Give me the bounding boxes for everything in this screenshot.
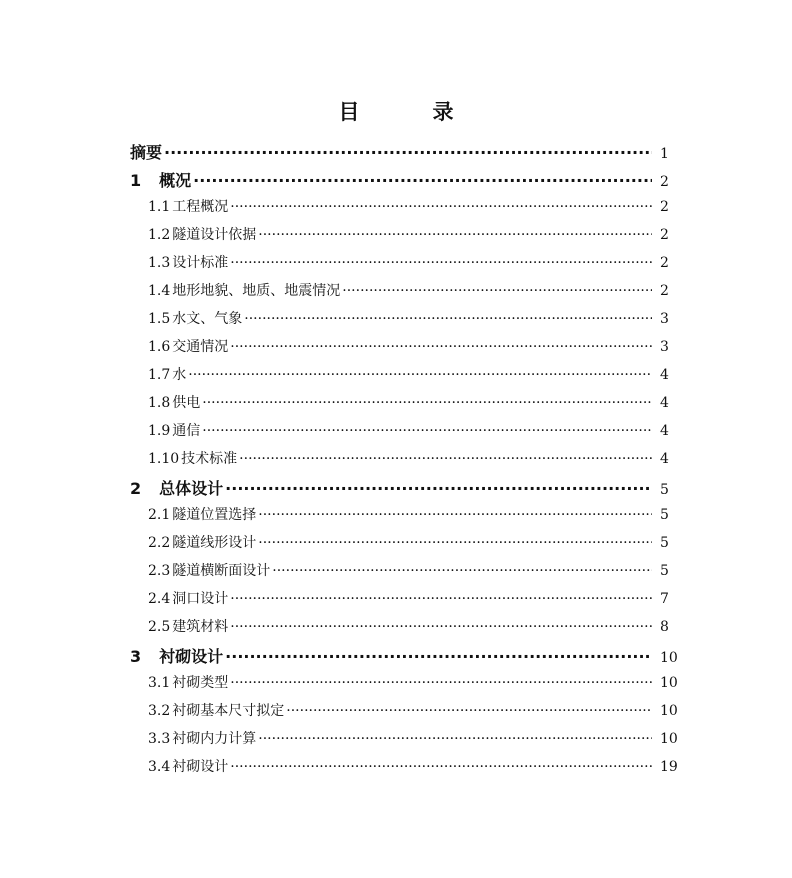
dot-leader bbox=[258, 507, 652, 523]
dot-leader bbox=[286, 703, 652, 719]
toc-entry-label: 供电 bbox=[172, 395, 201, 411]
dot-leader bbox=[202, 423, 652, 439]
toc-entry-title bbox=[148, 336, 228, 356]
toc-page-number: 2 bbox=[660, 255, 669, 271]
toc-entry-title bbox=[148, 616, 228, 636]
toc-section-entry[interactable] bbox=[130, 560, 682, 588]
toc-entry-label: 摘要 bbox=[130, 143, 163, 162]
toc-entry-number: 3.3 bbox=[148, 731, 171, 747]
toc-entry-title bbox=[148, 756, 228, 776]
toc-page-number: 10 bbox=[660, 675, 678, 691]
toc-page-number: 4 bbox=[660, 367, 669, 383]
toc-entry-title bbox=[148, 672, 228, 692]
dot-leader bbox=[258, 731, 652, 747]
toc-entry-label: 工程概况 bbox=[172, 199, 229, 215]
dot-leader bbox=[188, 367, 652, 383]
toc-entry-number: 1.4 bbox=[148, 283, 171, 299]
toc-entry-label: 建筑材料 bbox=[172, 619, 229, 635]
toc-entry-number: 1.2 bbox=[148, 227, 171, 243]
toc-page-number: 4 bbox=[660, 451, 669, 467]
page-title: 目 录 bbox=[338, 99, 480, 125]
toc-section-entry[interactable] bbox=[130, 364, 682, 392]
toc-page-number: 3 bbox=[660, 339, 669, 355]
toc-entry-number: 2.1 bbox=[148, 507, 171, 523]
toc-entry-label: 概况 bbox=[159, 171, 192, 190]
dot-leader bbox=[230, 591, 652, 607]
dot-leader bbox=[202, 395, 652, 411]
toc-chapter-entry[interactable] bbox=[130, 140, 682, 168]
toc-entry-title bbox=[148, 728, 256, 748]
toc-section-entry[interactable] bbox=[130, 448, 682, 476]
toc-section-entry[interactable] bbox=[130, 532, 682, 560]
dot-leader bbox=[239, 451, 652, 467]
dot-leader bbox=[193, 171, 652, 190]
toc-section-entry[interactable] bbox=[130, 700, 682, 728]
toc-section-entry[interactable] bbox=[130, 280, 682, 308]
dot-leader bbox=[230, 255, 652, 271]
toc-section-entry[interactable] bbox=[130, 728, 682, 756]
toc-entry-number: 1.6 bbox=[148, 339, 171, 355]
toc-entry-label: 水 bbox=[172, 367, 187, 383]
toc-section-entry[interactable] bbox=[130, 420, 682, 448]
toc-entry-title bbox=[148, 560, 270, 580]
toc-section-entry[interactable] bbox=[130, 756, 682, 784]
toc-page-number: 10 bbox=[660, 731, 678, 747]
toc-entry-number: 2.4 bbox=[148, 591, 171, 607]
toc-section-entry[interactable] bbox=[130, 252, 682, 280]
toc-section-entry[interactable] bbox=[130, 616, 682, 644]
toc-entry-number: 1.8 bbox=[148, 395, 171, 411]
toc-entry-title bbox=[148, 504, 256, 524]
toc-entry-number: 1.1 bbox=[148, 199, 171, 215]
dot-leader bbox=[225, 479, 652, 498]
toc-entry-number: 2.5 bbox=[148, 619, 171, 635]
dot-leader bbox=[244, 311, 652, 327]
toc-entry-number: 1.3 bbox=[148, 255, 171, 271]
toc-entry-number: 1.9 bbox=[148, 423, 171, 439]
dot-leader bbox=[164, 143, 652, 162]
toc-entry-label: 隧道线形设计 bbox=[172, 535, 257, 551]
toc-page-number: 7 bbox=[660, 591, 669, 607]
toc-entry-label: 技术标准 bbox=[181, 451, 238, 467]
dot-leader bbox=[225, 647, 652, 666]
toc-page-number: 10 bbox=[660, 703, 678, 719]
toc-entry-number: 3.1 bbox=[148, 675, 171, 691]
toc-page-number: 5 bbox=[660, 482, 669, 498]
toc-entry-title bbox=[148, 280, 340, 300]
toc-page-number: 2 bbox=[660, 174, 669, 190]
dot-leader bbox=[258, 535, 652, 551]
toc-page-number: 2 bbox=[660, 199, 669, 215]
toc-section-entry[interactable] bbox=[130, 224, 682, 252]
toc-entry-title bbox=[130, 644, 223, 667]
toc-entry-number: 1 bbox=[130, 171, 142, 190]
toc-section-entry[interactable] bbox=[130, 196, 682, 224]
toc-entry-label: 总体设计 bbox=[159, 479, 224, 498]
toc-section-entry[interactable] bbox=[130, 672, 682, 700]
toc-page-number: 5 bbox=[660, 535, 669, 551]
toc-entry-title bbox=[148, 700, 284, 720]
toc-page-number: 3 bbox=[660, 311, 669, 327]
dot-leader bbox=[230, 199, 652, 215]
toc-section-entry[interactable] bbox=[130, 588, 682, 616]
toc-entry-title bbox=[148, 308, 242, 328]
dot-leader bbox=[258, 227, 652, 243]
toc-chapter-entry[interactable] bbox=[130, 476, 682, 504]
toc-page-number: 4 bbox=[660, 423, 669, 439]
toc-section-entry[interactable] bbox=[130, 336, 682, 364]
toc-entry-number: 1.7 bbox=[148, 367, 171, 383]
toc-entry-number: 3.4 bbox=[148, 759, 171, 775]
toc-page-number: 5 bbox=[660, 563, 669, 579]
toc-entry-title bbox=[148, 196, 228, 216]
toc-entry-title bbox=[148, 420, 200, 440]
dot-leader bbox=[230, 759, 652, 775]
toc-page-number: 10 bbox=[660, 650, 678, 666]
toc-entry-title bbox=[148, 224, 256, 244]
toc-page-number: 19 bbox=[660, 759, 678, 775]
toc-entry-number: 3 bbox=[130, 647, 142, 666]
toc-entry-label: 地形地貌、地质、地震情况 bbox=[172, 283, 341, 299]
toc-page-number: 2 bbox=[660, 227, 669, 243]
toc-chapter-entry[interactable] bbox=[130, 644, 682, 672]
toc-entry-label: 衬砌设计 bbox=[159, 647, 224, 666]
toc-entry-label: 水文、气象 bbox=[172, 311, 243, 327]
dot-leader bbox=[230, 339, 652, 355]
toc-section-entry[interactable] bbox=[130, 308, 682, 336]
toc-page-number: 2 bbox=[660, 283, 669, 299]
toc-entry-label: 隧道设计依据 bbox=[172, 227, 257, 243]
toc-entry-label: 隧道位置选择 bbox=[172, 507, 257, 523]
toc-entry-title bbox=[130, 168, 191, 191]
toc-entry-label: 通信 bbox=[172, 423, 201, 439]
toc-entry-label: 隧道横断面设计 bbox=[172, 563, 271, 579]
toc-section-entry[interactable] bbox=[130, 392, 682, 420]
toc-page-number: 4 bbox=[660, 395, 669, 411]
toc-entry-label: 衬砌类型 bbox=[172, 675, 229, 691]
toc-entry-title bbox=[148, 588, 228, 608]
table-of-contents bbox=[130, 140, 682, 784]
toc-entry-title bbox=[148, 448, 237, 468]
dot-leader bbox=[230, 675, 652, 691]
toc-entry-number: 1.10 bbox=[148, 451, 180, 467]
toc-chapter-entry[interactable] bbox=[130, 168, 682, 196]
toc-page-number: 5 bbox=[660, 507, 669, 523]
toc-entry-number: 2.3 bbox=[148, 563, 171, 579]
toc-entry-number: 1.5 bbox=[148, 311, 171, 327]
dot-leader bbox=[230, 619, 652, 635]
toc-entry-title bbox=[148, 392, 200, 412]
toc-entry-title bbox=[130, 140, 162, 163]
toc-entry-title bbox=[130, 476, 223, 499]
toc-entry-number: 3.2 bbox=[148, 703, 171, 719]
toc-entry-label: 衬砌设计 bbox=[172, 759, 229, 775]
toc-entry-title bbox=[148, 364, 186, 384]
toc-entry-label: 衬砌基本尺寸拟定 bbox=[172, 703, 285, 719]
toc-entry-number: 2 bbox=[130, 479, 142, 498]
toc-section-entry[interactable] bbox=[130, 504, 682, 532]
dot-leader bbox=[272, 563, 652, 579]
toc-entry-number: 2.2 bbox=[148, 535, 171, 551]
toc-entry-title bbox=[148, 532, 256, 552]
toc-entry-label: 洞口设计 bbox=[172, 591, 229, 607]
toc-page-number: 8 bbox=[660, 619, 669, 635]
toc-entry-title bbox=[148, 252, 228, 272]
dot-leader bbox=[342, 283, 652, 299]
toc-entry-label: 衬砌内力计算 bbox=[172, 731, 257, 747]
toc-entry-label: 设计标准 bbox=[172, 255, 229, 271]
toc-page-number: 1 bbox=[660, 146, 669, 162]
toc-entry-label: 交通情况 bbox=[172, 339, 229, 355]
